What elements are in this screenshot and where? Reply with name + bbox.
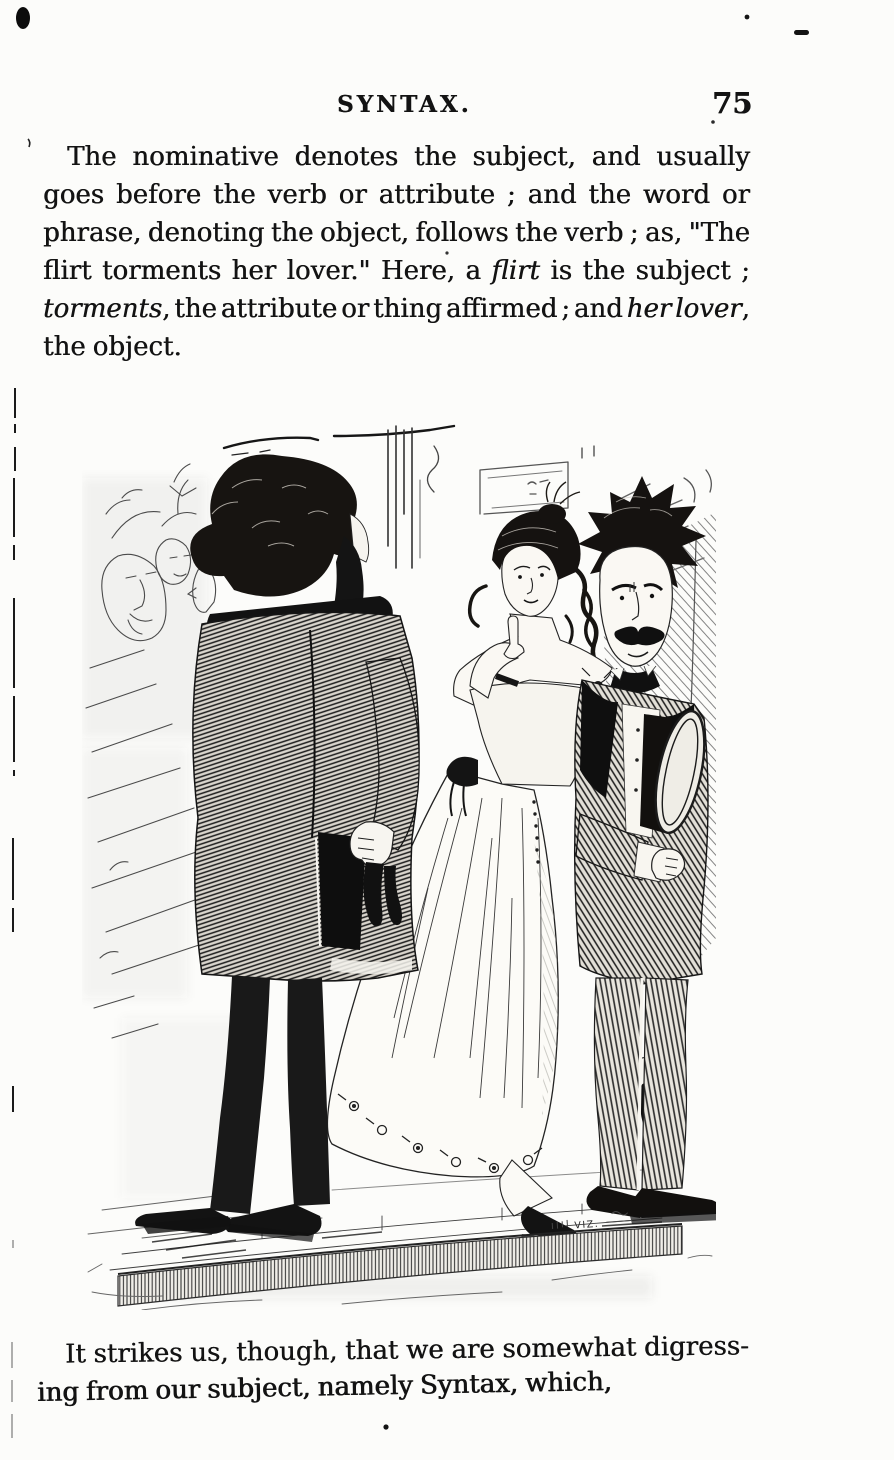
text-line: torments, the attribute or thing affirmed ; and her lover,	[43, 294, 750, 324]
page-number: 75	[712, 86, 753, 120]
text-line: flirt torments her lover." Here, a flirt is the subject ;	[43, 256, 750, 286]
text-line: phrase, denoting the object, follows the verb ; as, "The	[43, 218, 750, 248]
text-line: ing from our subject, namely Syntax, which,	[36, 1366, 612, 1408]
signature-text: VIZ.	[574, 1218, 600, 1232]
text-line: the object.	[43, 332, 182, 362]
ink-blot	[16, 7, 30, 29]
margin-crease	[13, 388, 15, 1112]
text-line: goes before the verb or attribute ; and the word or	[43, 180, 750, 210]
text-line: The nominative denotes the subject, and usually	[67, 142, 750, 172]
stray-period	[383, 1424, 388, 1429]
text-line: It strikes us, though, that we are somewhat digress-	[64, 1331, 750, 1370]
page-title: SYNTAX.	[337, 91, 472, 118]
